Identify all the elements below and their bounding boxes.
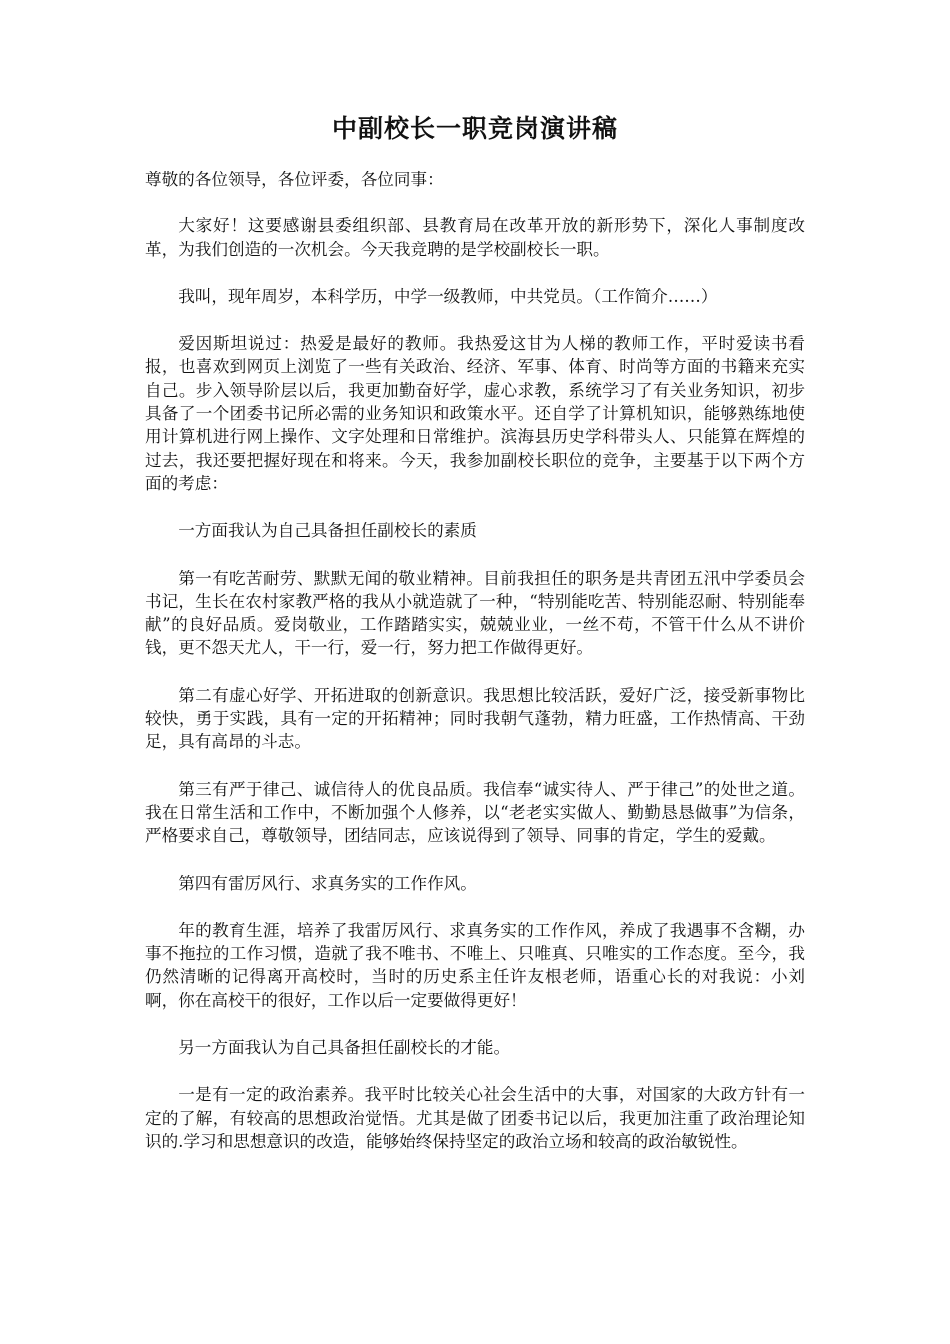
paragraph-self-introduction: 我叫，现年周岁，本科学历，中学一级教师，中共党员。（工作简介……）	[178, 286, 718, 306]
paragraph-quality-4-detail: 年的教育生涯，培养了我雷厉风行、求真务实的工作作风，养成了我遇事不含糊，办事不拖拉的工作习惯，造就了我不唯书、不唯上、只唯真、只唯实的工作态度。至今，我仍然清晰的记得离开高校时，当时的历史系主任许友根老师，语重心长的对我说：小刘啊，你在高校干的很好，工作以后一定要做得更好！	[145, 920, 805, 1010]
paragraph-motivation: 爱因斯坦说过：热爱是最好的教师。我热爱这甘为人梯的教师工作，平时爱读书看报，也喜欢到网页上浏览了一些有关政治、经济、军事、体育、时尚等方面的书籍来充实自己。步入领导阶层以后，我更加勤奋好学，虚心求教，系统学习了有关业务知识，初步具备了一个团委书记所必需的业务知识和政策水平。还自学了计算机知识，能够熟练地使用计算机进行网上操作、文字处理和日常维护。滨海县历史学科带头人、只能算在辉煌的过去，我还要把握好现在和将来。今天，我参加副校长职位的竞争，主要基于以下两个方面的考虑：	[145, 334, 805, 493]
section-heading-qualities: 一方面我认为自己具备担任副校长的素质	[178, 521, 477, 541]
salutation: 尊敬的各位领导，各位评委，各位同事：	[145, 170, 444, 189]
section-heading-abilities: 另一方面我认为自己具备担任副校长的才能。	[178, 1038, 511, 1058]
document-page	[145, 112, 805, 1177]
paragraph-ability-1: 一是有一定的政治素养。我平时比较关心社会生活中的大事，对国家的大政方针有一定的了解，有较高的思想政治觉悟。尤其是做了团委书记以后，我更加注重了政治理论知识的.学习和思想意识的改造，能够始终保持坚定的政治立场和较高的政治敏锐性。	[145, 1085, 805, 1151]
document-title: 中副校长一职竞岗演讲稿	[331, 114, 618, 143]
paragraph-quality-2: 第二有虚心好学、开拓进取的创新意识。我思想比较活跃，爱好广泛，接受新事物比较快，勇于实践，具有一定的开拓精神；同时我朝气蓬勃，精力旺盛，工作热情高、干劲足，具有高昂的斗志。	[145, 685, 805, 752]
paragraph-quality-3: 第三有严于律己、诚信待人的优良品质。我信奉“诚实待人、严于律己”的处世之道。我在日常生活和工作中，不断加强个人修养，以“老老实实做人、勤勤恳恳做事”为信条，严格要求自己，尊敬领导，团结同志，应该说得到了领导、同事的肯定，学生的爱戴。	[145, 779, 805, 846]
paragraph-greeting: 大家好！这要感谢县委组织部、县教育局在改革开放的新形势下，深化人事制度改革，为我们创造的一次机会。今天我竞聘的是学校副校长一职。	[145, 216, 805, 259]
paragraph-quality-1: 第一有吃苦耐劳、默默无闻的敬业精神。目前我担任的职务是共青团五汛中学委员会书记，生长在农村家教严格的我从小就造就了一种，“特别能吃苦、特别能忍耐、特别能奉献”的良好品质。爱岗敬业，工作踏踏实实，兢兢业业，一丝不苟，不管干什么从不讲价钱，更不怨天尤人，干一行，爱一行，努力把工作做得更好。	[145, 568, 805, 658]
paragraph-quality-4-heading: 第四有雷厉风行、求真务实的工作作风。	[178, 873, 477, 893]
